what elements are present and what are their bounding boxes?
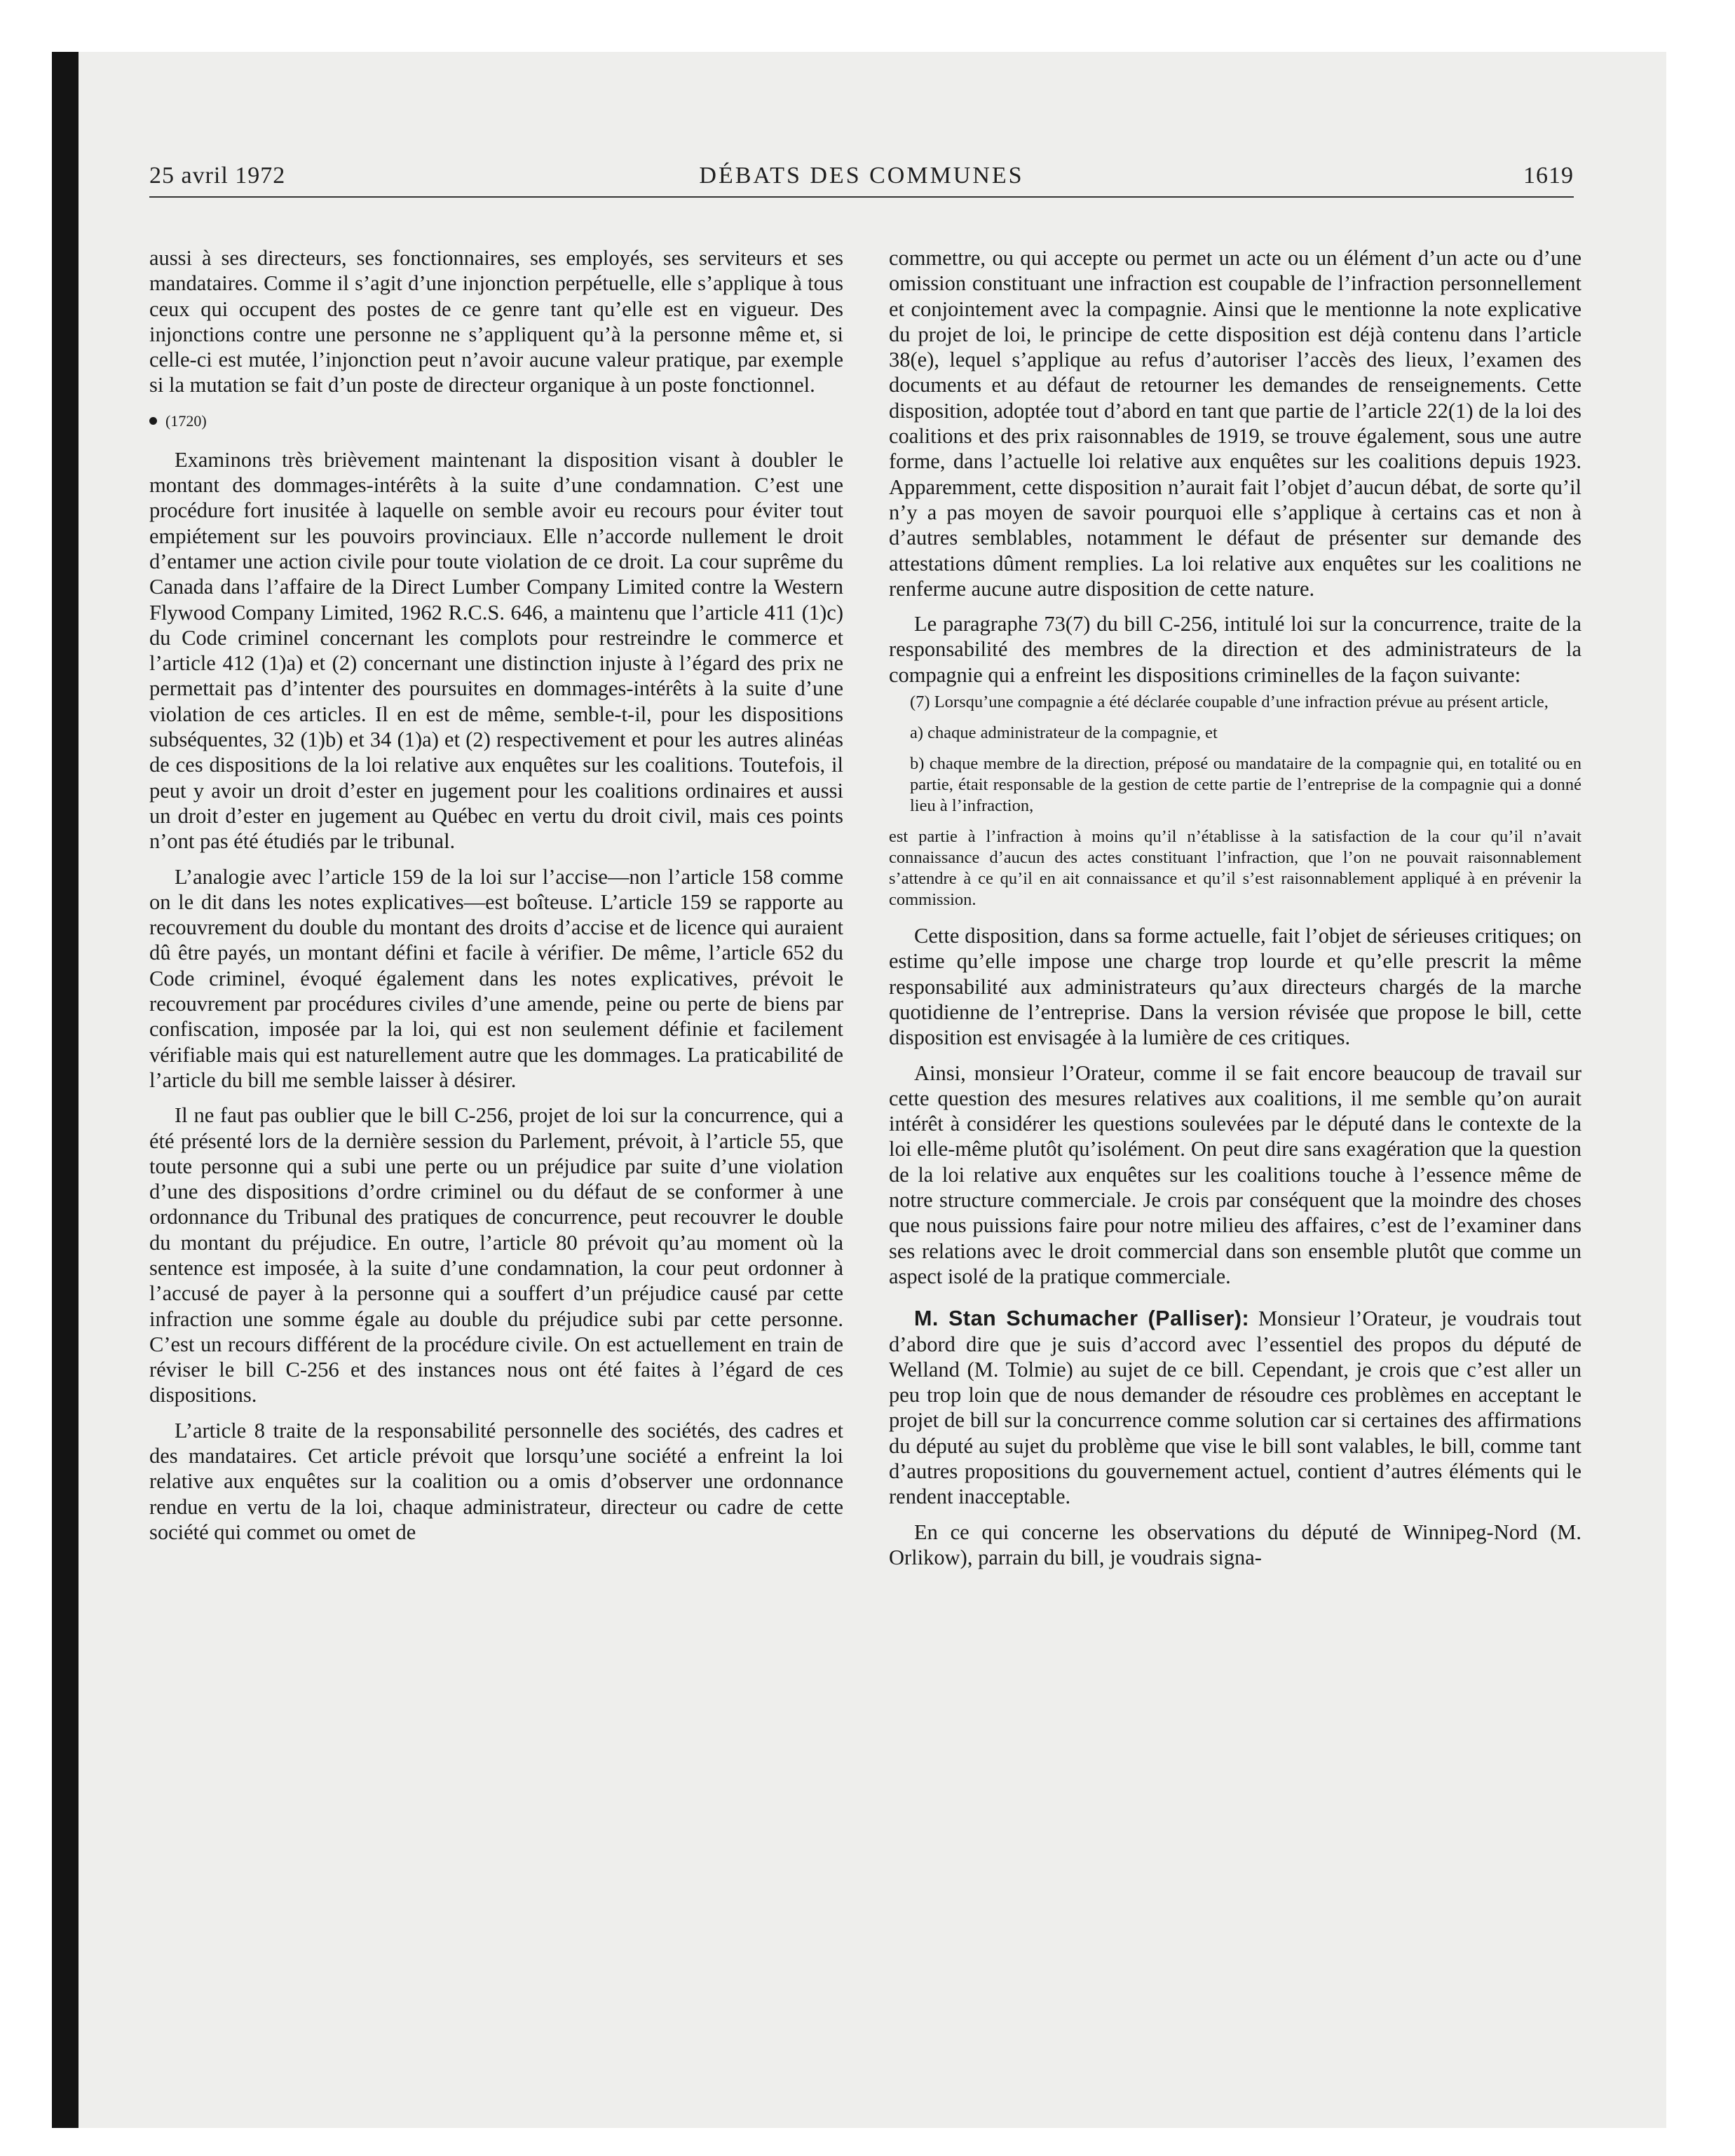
block-quote bbox=[889, 692, 1581, 910]
paragraph: L’article 8 traite de la responsabilité personnelle des sociétés, des cadres et des mandataires. Cet article prévoit que lorsqu’une société a enfreint la loi relative aux enquêtes sur la coalition ou a omis d’observer une ordonnance rendue en vertu de la loi, chaque administrateur, directeur ou cadre de cette société qui commet ou omet de bbox=[149, 1418, 843, 1544]
paragraph: commettre, ou qui accepte ou permet un acte ou un élément d’un acte ou d’une omission constituant une infraction est coupable de l’infraction personnellement et conjointement avec la compagnie. Ainsi que le mentionne la note explicative du projet de loi, le principe de cette disposition est déjà contenu dans l’article 38(e), lequel s’applique au refus d’autoriser l’accès des lieux, l’examen des documents et au défaut de retourner les demandes de renseignements. Cette disposition, adoptée tout d’abord en tant que partie de l’article 22(1) de la loi des coalitions et des prix raisonnables de 1919, se trouve également, sous une autre forme, dans l’actuelle loi relative aux enquêtes sur les coalitions depuis 1923. Apparemment, cette disposition n’aurait fait l’objet d’aucun débat, de sorte qu’il n’y a pas moyen de savoir pourquoi elle s’applique à certains cas et non à d’autres semblables, notamment le défaut de présenter sur demande des attestations dûment remplies. La loi relative aux enquêtes sur les coalitions ne renferme aucune autre disposition de cette nature. bbox=[889, 246, 1581, 601]
binding-edge bbox=[52, 52, 79, 2128]
paragraph: En ce qui concerne les observations du député de Winnipeg-Nord (M. Orlikow), parrain du bill, je voudrais signa- bbox=[889, 1520, 1581, 1569]
paragraph: Il ne faut pas oublier que le bill C-256, projet de loi sur la concurrence, qui a été présenté lors de la dernière session du Parlement, prévoit, à l’article 55, que toute personne qui a subi une perte ou un préjudice par suite d’une violation d’une des dispositions d’ordre criminel ou du défaut de se conformer à une ordonnance du Tribunal des pratiques de concurrence, peut recouvrer le double du montant du préjudice. En outre, l’article 80 prévoit qu’au moment où la sentence est imposée, à la suite d’une condamnation, la cour peut ordonner à l’accusé de payer à la personne qui a souffert d’un préjudice causé par cette infraction une somme égale au double du préjudice subi par cette personne. C’est un recours différent de la procédure civile. On est actuellement en train de réviser le bill C-256 et des instances nous ont été faites à l’égard de ces dispositions. bbox=[149, 1103, 843, 1407]
paragraph: Cette disposition, dans sa forme actuelle, fait l’objet de sérieuses critiques; on estime qu’elle impose une charge trop lourde et qu’elle prescrit la même responsabilité aux administrateurs qu’aux directeurs chargés de la marche quotidienne de l’entreprise. Dans la version révisée que propose le bill, cette disposition est envisagée à la lumière de ces critiques. bbox=[889, 924, 1581, 1050]
page-number: 1619 bbox=[1523, 163, 1574, 189]
page-header bbox=[149, 160, 1574, 198]
time-marker-label: (1720) bbox=[165, 411, 207, 430]
paragraph: Ainsi, monsieur l’Orateur, comme il se fait encore beaucoup de travail sur cette question des mesures relatives aux coalitions, il me semble qu’on aurait intérêt à considérer les questions soulevées par le député dans le contexte de la loi elle-même plutôt qu’isolément. On peut dire sans exagération que la question de la loi relative aux enquêtes sur les coalitions touche à l’essence même de notre structure commerciale. Je crois par conséquent que la moindre des choses que nous puissions faire pour notre milieu des affaires, c’est de l’examiner dans ses relations avec le droit commercial dans son ensemble plutôt que comme un aspect isolé de la pratique commerciale. bbox=[889, 1060, 1581, 1288]
paragraph: L’analogie avec l’article 159 de la loi sur l’accise—non l’article 158 comme on le dit dans les notes explicatives—est boîteuse. L’article 159 se rapporte au recouvrement du double du montant des droits d’accise et de licence qui auraient dû être payés, un montant défini et facile à vérifier. De même, l’article 652 du Code criminel, évoqué également dans les notes explicatives, prévoit le recouvrement par procédures civiles d’une amende, peine ou perte de biens par confiscation, imposée par la loi, qui est non seulement définie et facilement vérifiable mais qui est naturellement autre que les dommages. La praticabilité de l’article du bill me semble laisser à désirer. bbox=[149, 864, 843, 1092]
quote-line: est partie à l’infraction à moins qu’il n’établisse à la satisfaction de la cour qu’il n’avait connaissance d’aucun des actes constituant l’infraction, que l’on ne pouvait raisonnablement s’attendre à ce qu’il en ait connaissance et qu’il s’est raisonnablement appliqué à en prévenir la commission. bbox=[889, 827, 1581, 910]
paragraph: Examinons très brièvement maintenant la disposition visant à doubler le montant des dommages-intérêts à la suite d’une condamnation. C’est une procédure fort inusitée à laquelle on semble avoir eu recours pour éviter tout empiétement sur les pouvoirs provinciaux. Elle n’accorde nullement le droit d’entamer une action civile pour toute violation de ce droit. La cour suprême du Canada dans l’affaire de la Direct Lumber Company Limited contre la Western Flywood Company Limited, 1962 R.C.S. 646, a maintenu que l’article 411 (1)c) du Code criminel concernant les complots pour restreindre le commerce et l’article 412 (1)a) et (2) concernant une distinction injuste à l’égard des prix ne permettait pas d’intenter des poursuites en dommages-intérêts à la suite d’une violation de ces articles. Il en est de même, semble-t-il, pour les dispositions subséquentes, 32 (1)b) et 34 (1)a) et (2) respectivement et pour les autres alinéas de ces dispositions de la loi relative aux enquêtes sur les coalitions. Toutefois, il peut y avoir un droit d’ester en jugement pour les coalitions ordinaires et aussi un droit d’ester en jugement au Québec en vertu du droit civil, mais ces points n’ont pas été étudiés par le tribunal. bbox=[149, 447, 843, 854]
header-title: DÉBATS DES COMMUNES bbox=[699, 163, 1024, 189]
left-column bbox=[149, 245, 843, 1545]
paragraph: Le paragraphe 73(7) du bill C-256, intitulé loi sur la concurrence, traite de la responsabilité des membres de la direction et des administrateurs de la compagnie qui a enfreint les dispositions criminelles de la façon suivante: bbox=[889, 612, 1581, 687]
speaker-name: M. Stan Schumacher (Palliser): bbox=[914, 1306, 1250, 1331]
bullet-icon bbox=[149, 417, 157, 425]
quote-line: a) chaque administrateur de la compagnie, et bbox=[910, 723, 1218, 743]
quote-line: b) chaque membre de la direction, préposé ou mandataire de la compagnie qui, en totalité ou en partie, était responsable de la gestion de cette partie de l’entreprise de la compagnie qui a donné lieu à l’infraction, bbox=[910, 754, 1581, 816]
time-marker bbox=[149, 411, 843, 432]
quote-line: (7) Lorsqu’une compagnie a été déclarée coupable d’une infraction prévue au présent article, bbox=[910, 692, 1549, 712]
paragraph: aussi à ses directeurs, ses fonctionnaires, ses employés, ses serviteurs et ses mandataires. Comme il s’agit d’une injonction perpétuelle, elle s’applique à tous ceux qui occupent des postes de ce genre tant qu’elle est en vigueur. Des injonctions contre une personne ne s’appliquent qu’à la personne même et, si celle-ci est mutée, l’injonction peut n’avoir aucune valeur pratique, par exemple si la mutation se fait d’un poste de directeur organique à un poste fonctionnel. bbox=[149, 246, 843, 397]
header-date: 25 avril 1972 bbox=[149, 163, 286, 189]
right-column bbox=[889, 245, 1581, 1570]
speech-paragraph bbox=[889, 1306, 1581, 1509]
speech-text: Monsieur l’Orateur, je voudrais tout d’abord dire que je suis d’accord avec l’essentiel des propos du député de Welland (M. Tolmie) au sujet de ce bill. Cependant, je crois que c’est aller un peu trop loin que de nous demander de résoudre ces problèmes en acceptant le projet de bill sur la concurrence comme solution car si certaines des affirmations du député au sujet du problème que vise le bill sont valables, le bill, comme tant d’autres propositions du gouvernement actuel, contient d’autres éléments qui le rendent inacceptable. bbox=[889, 1306, 1581, 1509]
